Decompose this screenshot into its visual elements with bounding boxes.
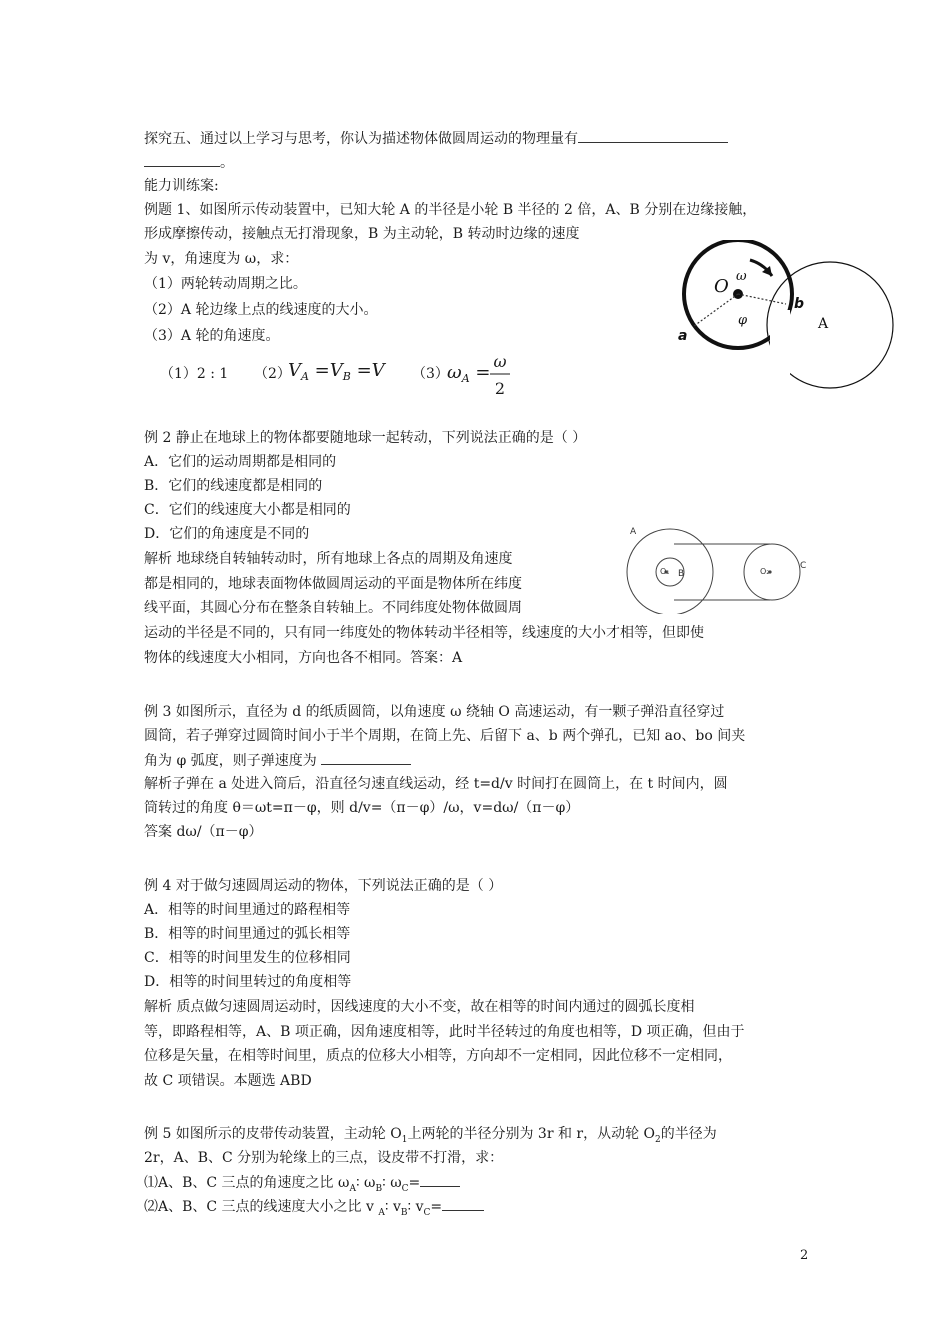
ex1-answer1: （1）2 : 1: [160, 366, 229, 382]
ex4-option-b: B．相等的时间里通过的弧长相等: [144, 926, 351, 942]
label-a: a: [678, 328, 688, 344]
ex5-line2: 2r，A、B、C 分别为轮缘上的三点，设皮带不打滑，求：: [144, 1150, 504, 1166]
ex1-answer2-formula: $V_A =V_B =V$: [288, 360, 385, 383]
ex3-line3: 角为 φ 弧度，则子弹速度为: [144, 750, 411, 771]
label-o: O: [714, 276, 729, 297]
ex2-stem: 例 2 静止在地球上的物体都要随地球一起转动，下列说法正确的是（ ）: [144, 430, 587, 446]
ex4-option-d: D．相等的时间里转过的角度相等: [144, 974, 352, 990]
label-A: A: [818, 316, 829, 332]
answer-blank[interactable]: [420, 1172, 460, 1187]
ex3-answer: 答案 dω/（π－φ）: [144, 824, 263, 840]
ex4-option-c: C．相等的时间里发生的位移相同: [144, 950, 351, 966]
ex1-line3: 为 v，角速度为 ω，求：: [144, 251, 299, 267]
label-b: b: [794, 296, 805, 312]
belt-drive-figure: [622, 522, 810, 614]
ex3-solution-1: 解析子弹在 a 处进入筒后，沿直径匀速直线运动，经 t=d/v 时间打在圆筒上，在 t 时间内，圆: [144, 776, 728, 792]
ex2-option-d: D．它们的角速度是不同的: [144, 526, 310, 542]
label-B: B: [678, 569, 685, 579]
label-omega: ω: [736, 269, 747, 284]
answer-blank[interactable]: [321, 750, 411, 765]
ex3-solution-2: 筒转过的角度 θ＝ωt=π－φ，则 d/v=（π－φ）/ω，v=dω/（π－φ）: [144, 800, 580, 816]
ex2-option-c: C．它们的线速度大小都是相同的: [144, 502, 351, 518]
ex4-analysis-2: 等，即路程相等，A、B 项正确，因角速度相等，此时半径转过的角度也相等，D 项正确，但由于: [144, 1024, 745, 1040]
ex5-question2: ⑵A、B、C 三点的线速度大小之比 v $_A$∶ $v_B∶$ $v_C=$: [144, 1196, 484, 1223]
ex2-analysis-2: 都是相同的，地球表面物体做圆周运动的平面是物体所在纬度: [144, 576, 522, 592]
ex2-option-b: B．它们的线速度都是相同的: [144, 478, 323, 494]
answer-blank[interactable]: [442, 1196, 484, 1211]
ex1-line1: 例题 1、如图所示传动装置中，已知大轮 A 的半径是小轮 B 半径的 2 倍，A、B 分别在边缘接触，: [144, 202, 757, 218]
answer-blank[interactable]: [578, 128, 728, 143]
ex5-question1: ⑴A、B、C 三点的角速度之比 $\omega_A∶$ $\omega_B∶$ $\omega_C=$: [144, 1172, 460, 1199]
fraction-omega-over-2: [488, 350, 512, 400]
ex1-answer3-formula: $\omega_A$ =: [447, 362, 491, 385]
label-phi: φ: [738, 313, 748, 328]
ex5-line1: 例 5 如图所示的皮带传动装置，主动轮 $O_1$上两轮的半径分别为 3r 和 r，从动轮 $O_2$的半径为: [144, 1126, 717, 1145]
ex3-line2: 圆筒，若子弹穿过圆筒时间小于半个周期，在筒上先、后留下 a、b 两个弹孔，已知 ao、bo 间夹: [144, 728, 746, 744]
ex1-question2: （2）A 轮边缘上点的线速度的大小。: [144, 302, 378, 318]
label-A: A: [630, 527, 637, 537]
training-title: 能力训练案:: [144, 178, 219, 194]
ex1-question1: （1）两轮转动周期之比。: [144, 276, 307, 292]
ex1-question3: （3）A 轮的角速度。: [144, 328, 280, 344]
answer-blank[interactable]: [144, 152, 220, 167]
ex1-line2: 形成摩擦传动，接触点无打滑现象，B 为主动轮，B 转动时边缘的速度: [144, 226, 580, 242]
ex4-analysis-1: 解析 质点做匀速圆周运动时，因线速度的大小不变，故在相等的时间内通过的圆弧长度相: [144, 999, 695, 1015]
ex2-analysis-4: 运动的半径是不同的，只有同一纬度处的物体转动半径相等，线速度的大小才相等，但即使: [144, 625, 704, 641]
ex4-analysis-3: 位移是矢量，在相等时间里，质点的位移大小相等，方向却不一定相同，因此位移不一定相同，: [144, 1048, 732, 1064]
svg-text:2: 2: [494, 379, 506, 398]
section5-line1: 探究五、通过以上学习与思考，你认为描述物体做圆周运动的物理量有: [144, 128, 728, 149]
ex2-analysis-3: 线平面，其圆心分布在整条自转轴上。不同纬度处物体做圆周: [144, 600, 522, 616]
label-o1: O₁: [660, 567, 670, 576]
ex4-stem: 例 4 对于做匀速圆周运动的物体，下列说法正确的是（ ）: [144, 878, 503, 894]
ex1-answer2-prefix: （2）: [254, 366, 291, 382]
label-o2: O₂: [760, 567, 770, 576]
friction-drive-figure: [670, 240, 902, 390]
ex1-answer3-prefix: （3）: [412, 366, 449, 382]
label-C: C: [800, 561, 807, 571]
ex2-analysis-1: 解析 地球绕自转轴转动时，所有地球上各点的周期及角速度: [144, 551, 513, 567]
ex4-analysis-4: 故 C 项错误。本题选 ABD: [144, 1073, 312, 1089]
svg-text:ω: ω: [493, 352, 507, 371]
ex2-option-a: A．它们的运动周期都是相同的: [144, 454, 337, 470]
section5-line2: 。: [144, 152, 234, 173]
ex2-analysis-5: 物体的线速度大小相同，方向也各不相同。答案：A: [144, 650, 463, 666]
ex4-option-a: A．相等的时间里通过的路程相等: [144, 902, 351, 918]
ex3-line1: 例 3 如图所示，直径为 d 的纸质圆筒，以角速度 ω 绕轴 O 高速运动，有一颗子弹沿直径穿过: [144, 704, 725, 720]
page-number: 2: [800, 1248, 809, 1263]
